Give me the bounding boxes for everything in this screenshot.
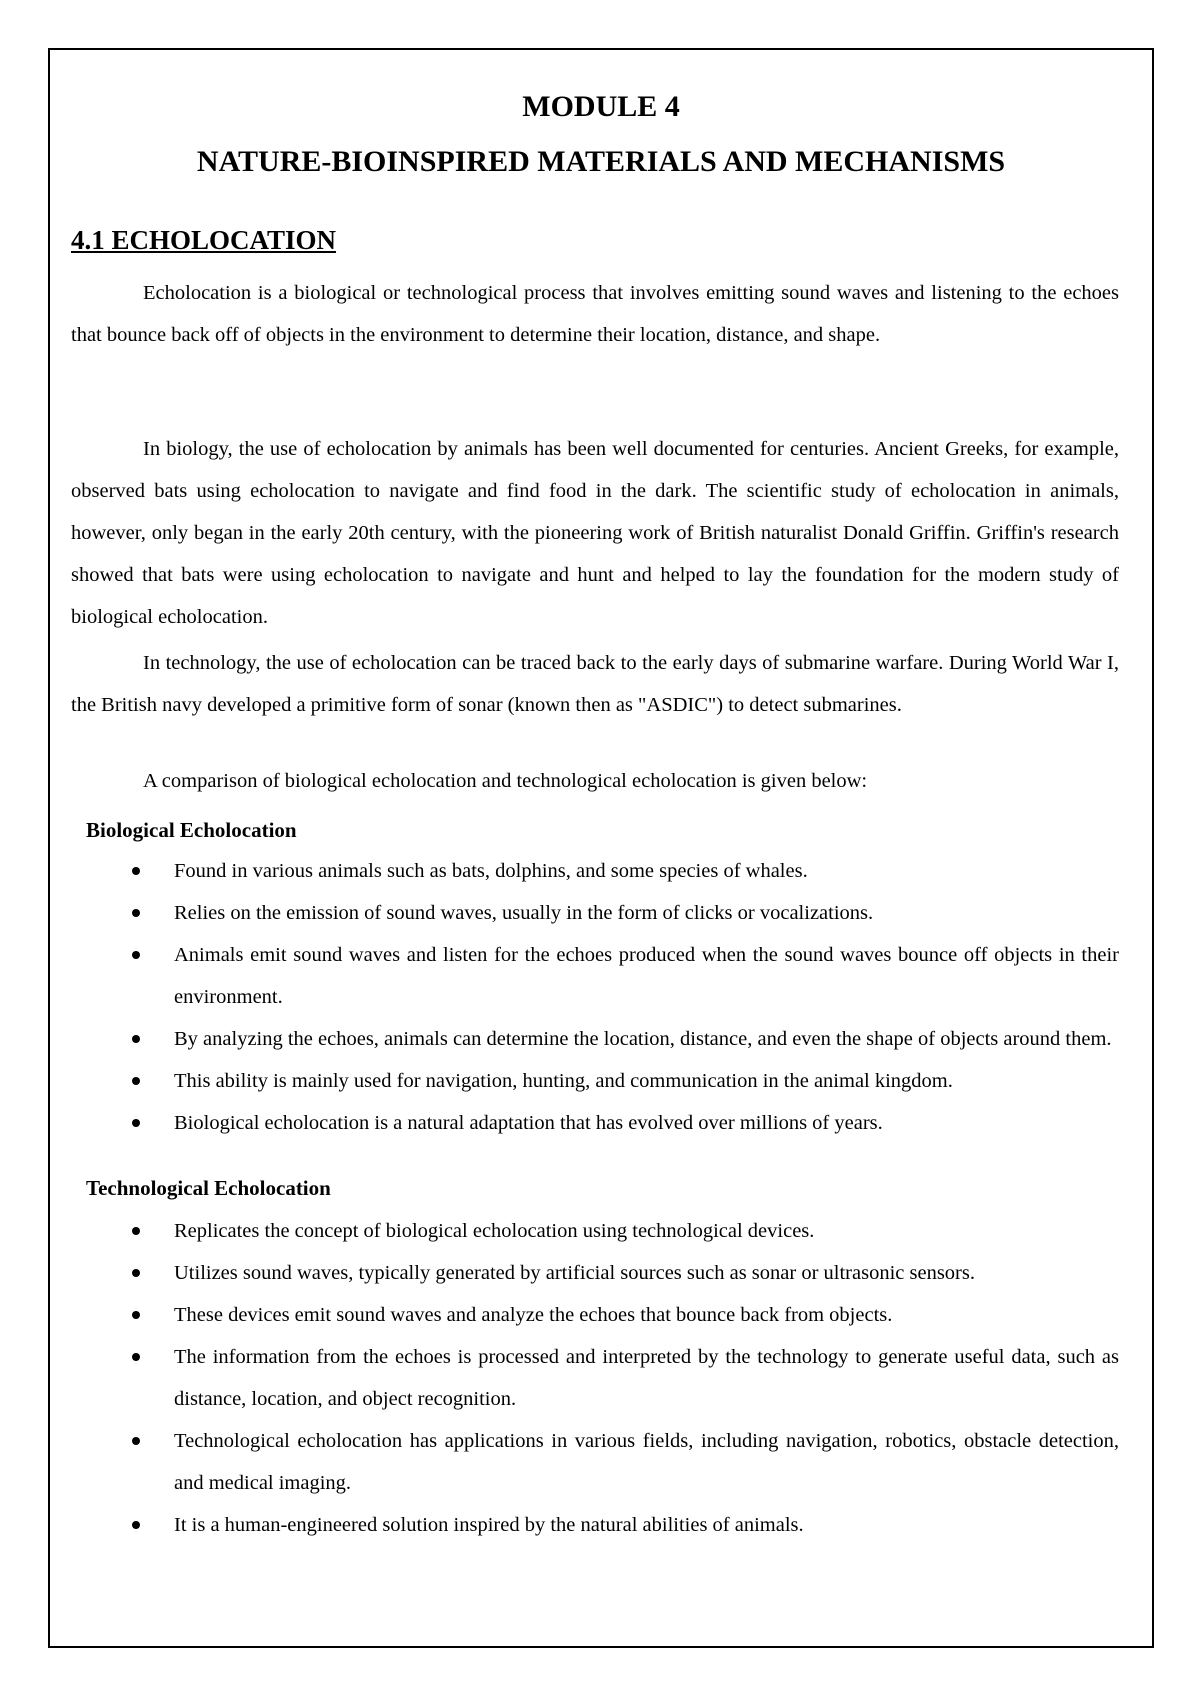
bullet-icon xyxy=(132,1437,140,1445)
list-item: Animals emit sound waves and listen for the echoes produced when the sound waves bounce off objects in their environment. xyxy=(50,934,1156,1018)
paragraph-biology: In biology, the use of echolocation by animals has been well documented for centuries. Ancient Greeks, for example, observed bats using echolocation to navigate and find food in the dark. The scientific study of echolocation in animals, however, only began in the early 20th century, with the pioneering work of British naturalist Donald Griffin. Griffin's research showed that bats were using echolocation to navigate and hunt and helped to lay the foundation for the modern study of biological echolocation. xyxy=(71,438,1119,628)
bullet-icon xyxy=(132,1035,140,1043)
biological-list xyxy=(50,850,1156,1144)
list-item: Biological echolocation is a natural adaptation that has evolved over millions of years. xyxy=(50,1102,1156,1144)
list-item: The information from the echoes is processed and interpreted by the technology to generate useful data, such as distance, location, and object recognition. xyxy=(50,1336,1156,1420)
module-title: MODULE 4 xyxy=(522,90,680,123)
document-page xyxy=(48,48,1154,1648)
bullet-icon xyxy=(132,1269,140,1277)
bullet-icon xyxy=(132,1521,140,1529)
paragraph-technology: In technology, the use of echolocation can be traced back to the early days of submarine warfare. During World War I, the British navy developed a primitive form of sonar (known then as "ASDIC") to detect submarines. xyxy=(71,652,1119,716)
list-item: This ability is mainly used for navigation, hunting, and communication in the animal kingdom. xyxy=(50,1060,1156,1102)
paragraph-definition: Echolocation is a biological or technological process that involves emitting sound waves and listening to the echoes that bounce back off of objects in the environment to determine their location, distance, and shape. xyxy=(71,282,1119,346)
technological-list xyxy=(50,1210,1156,1546)
paragraph-comparison-intro: A comparison of biological echolocation and technological echolocation is given below: xyxy=(143,770,868,792)
list-item: Utilizes sound waves, typically generated by artificial sources such as sonar or ultrasonic sensors. xyxy=(50,1252,1156,1294)
section-heading: 4.1 ECHOLOCATION xyxy=(71,225,337,255)
bullet-icon xyxy=(132,1353,140,1361)
bullet-icon xyxy=(132,1311,140,1319)
biological-heading: Biological Echolocation xyxy=(86,818,297,842)
bullet-icon xyxy=(132,909,140,917)
list-item: Relies on the emission of sound waves, usually in the form of clicks or vocalizations. xyxy=(50,892,1156,934)
bullet-icon xyxy=(132,867,140,875)
list-item: Technological echolocation has applications in various fields, including navigation, robotics, obstacle detection, and medical imaging. xyxy=(50,1420,1156,1504)
technological-heading: Technological Echolocation xyxy=(86,1176,331,1200)
list-item: These devices emit sound waves and analyze the echoes that bounce back from objects. xyxy=(50,1294,1156,1336)
bullet-icon xyxy=(132,1077,140,1085)
bullet-icon xyxy=(132,1227,140,1235)
module-subtitle: NATURE-BIOINSPIRED MATERIALS AND MECHANISMS xyxy=(196,145,1006,178)
bullet-icon xyxy=(132,1119,140,1127)
list-item: It is a human-engineered solution inspired by the natural abilities of animals. xyxy=(50,1504,1156,1546)
list-item: Found in various animals such as bats, dolphins, and some species of whales. xyxy=(50,850,1156,892)
list-item: Replicates the concept of biological echolocation using technological devices. xyxy=(50,1210,1156,1252)
bullet-icon xyxy=(132,951,140,959)
list-item: By analyzing the echoes, animals can determine the location, distance, and even the shape of objects around them. xyxy=(50,1018,1156,1060)
